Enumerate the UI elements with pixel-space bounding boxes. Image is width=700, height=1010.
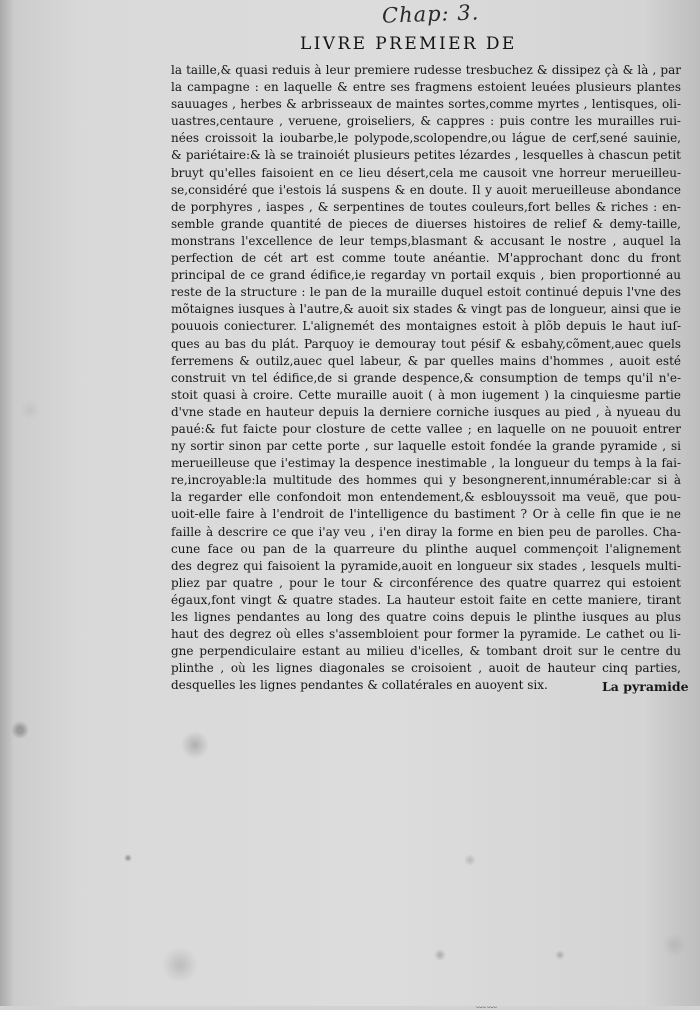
text-line: la regarder elle confondoit mon entendement,& esblouyssoit ma veuë, que pou- xyxy=(171,490,681,505)
text-line: des degrez qui faisoient la pyramide,auoit en longueur six stades , lesquels multi- xyxy=(171,558,681,573)
text-line: uoit-elle faire à l'endroit de l'intelligence du bastiment ? Or à celle fin que ie ne xyxy=(171,507,681,522)
handwritten-chapter-note: Chap: 3. xyxy=(381,0,480,28)
text-line: cune face ou pan de la quarreure du plinthe auquel commençoit l'alignement xyxy=(171,541,681,556)
text-line: mõtaignes iusques à l'autre,& auoit six stades & vingt pas de longueur, ainsi que ie xyxy=(171,302,681,317)
text-line: égaux,font vingt & quatre stades. La hauteur estoit faite en cette maniere, tirant xyxy=(171,592,681,607)
text-line: construit vn tel édifice,de si grande despence,& consumption de temps qu'il n'e- xyxy=(171,370,681,385)
text-line: pliez par quatre , pour le tour & circonférence des quatre quarrez qui estoient xyxy=(171,575,681,590)
text-line: la campagne : en laquelle & entre ses fragmens estoient leuées plusieurs plantes xyxy=(171,80,681,95)
text-line: nées croissoit la ioubarbe,le polypode,scolopendre,ou lágue de cerf,sené sauinie, xyxy=(171,131,681,146)
text-line: uastres,centaure , veruene, groiseliers, & cappres : puis contre les murailles rui- xyxy=(171,114,681,129)
text-line: plinthe , où les lignes diagonales se croisoient , auoit de hauteur cinq parties, xyxy=(171,661,681,676)
text-line: se,considéré que i'estois lá suspens & en doute. Il y auoit merueilleuse abondance xyxy=(171,182,681,197)
text-line: semble grande quantité de pieces de diuerses histoires de relief & demy-taille, xyxy=(171,216,681,231)
text-line: faille à descrire ce que i'ay veu , i'en diray la forme en bien peu de parolles. Cha- xyxy=(171,524,681,539)
text-line: haut des degrez où elles s'assembloient pour former la pyramide. Le cathet ou li- xyxy=(171,627,681,642)
text-line: merueilleuse que i'estimay la despence inestimable , la longueur du temps à la fai- xyxy=(171,456,681,471)
text-line: stoit quasi à croire. Cette muraille auoit ( à mon iugement ) la cinquiesme partie xyxy=(171,387,681,402)
page-gutter-shadow xyxy=(0,0,14,1006)
text-line: les lignes pendantes au long des quatre coins depuis le plinthe iusques au plus xyxy=(171,610,681,624)
text-line: de porphyres , iaspes , & serpentines de toutes couleurs,fort belles & riches : en- xyxy=(171,199,681,214)
text-line: sauuages , herbes & arbrisseaux de maintes sortes,comme myrtes , lentisques, oli- xyxy=(171,97,681,112)
text-line: d'vne stade en hauteur depuis la derniere corniche iusques au pied , à nyueau du xyxy=(171,404,681,419)
bottom-ornament-icon: ﹏﹏ xyxy=(476,999,498,1010)
text-line: re,incroyable:la multitude des hommes qui y besongnerent,innumérable:car si à xyxy=(171,473,681,488)
text-line: monstrans l'excellence de leur temps,blasmant & accusant le nostre , auquel la xyxy=(171,233,681,248)
text-line: la taille,& quasi reduis à leur premiere rudesse tresbuchez & dissipez çà & là , par xyxy=(171,63,681,77)
text-line: perfection de cét art est comme toute anéantie. M'approchant donc du front xyxy=(171,251,681,266)
running-head: LIVRE PREMIER DE xyxy=(300,34,517,54)
text-line: & pariétaire:& là se trainoiét plusieurs petites lézardes , lesquelles à chascun petit xyxy=(171,148,681,163)
text-line: ferremens & outilz,auec quel labeur, & par quelles mains d'hommes , auoit esté xyxy=(171,353,681,368)
text-line: bruyt qu'elles faisoient en ce lieu désert,cela me causoit vne horreur merueilleu- xyxy=(171,165,681,180)
text-line: desquelles les lignes pendantes & collatérales en auoyent six. xyxy=(171,678,548,693)
catchword: La pyramide xyxy=(602,679,689,694)
body-text xyxy=(171,62,681,694)
text-line: principal de ce grand édifice,ie regarday vn portail exquis , bien proportionné au xyxy=(171,268,681,283)
text-line: pouuois coniecturer. L'alignemét des montaignes estoit à plõb depuis le haut iuſ- xyxy=(171,319,681,334)
text-line: reste de la structure : le pan de la muraille duquel estoit continué depuis l'vne des xyxy=(171,285,681,300)
text-line: paué:& fut faicte pour closture de cette vallee ; en laquelle on ne pouuoit entrer xyxy=(171,421,681,436)
text-line: ny sortir sinon par cette porte , sur laquelle estoit fondée la grande pyramide , si xyxy=(171,439,681,454)
text-line: gne perpendiculaire estant au milieu d'icelles, & tombant droit sur le centre du xyxy=(171,644,681,659)
text-line: ques au bas du plát. Parquoy ie demouray tout pésif & esbahy,cõment,auec quels xyxy=(171,336,681,351)
